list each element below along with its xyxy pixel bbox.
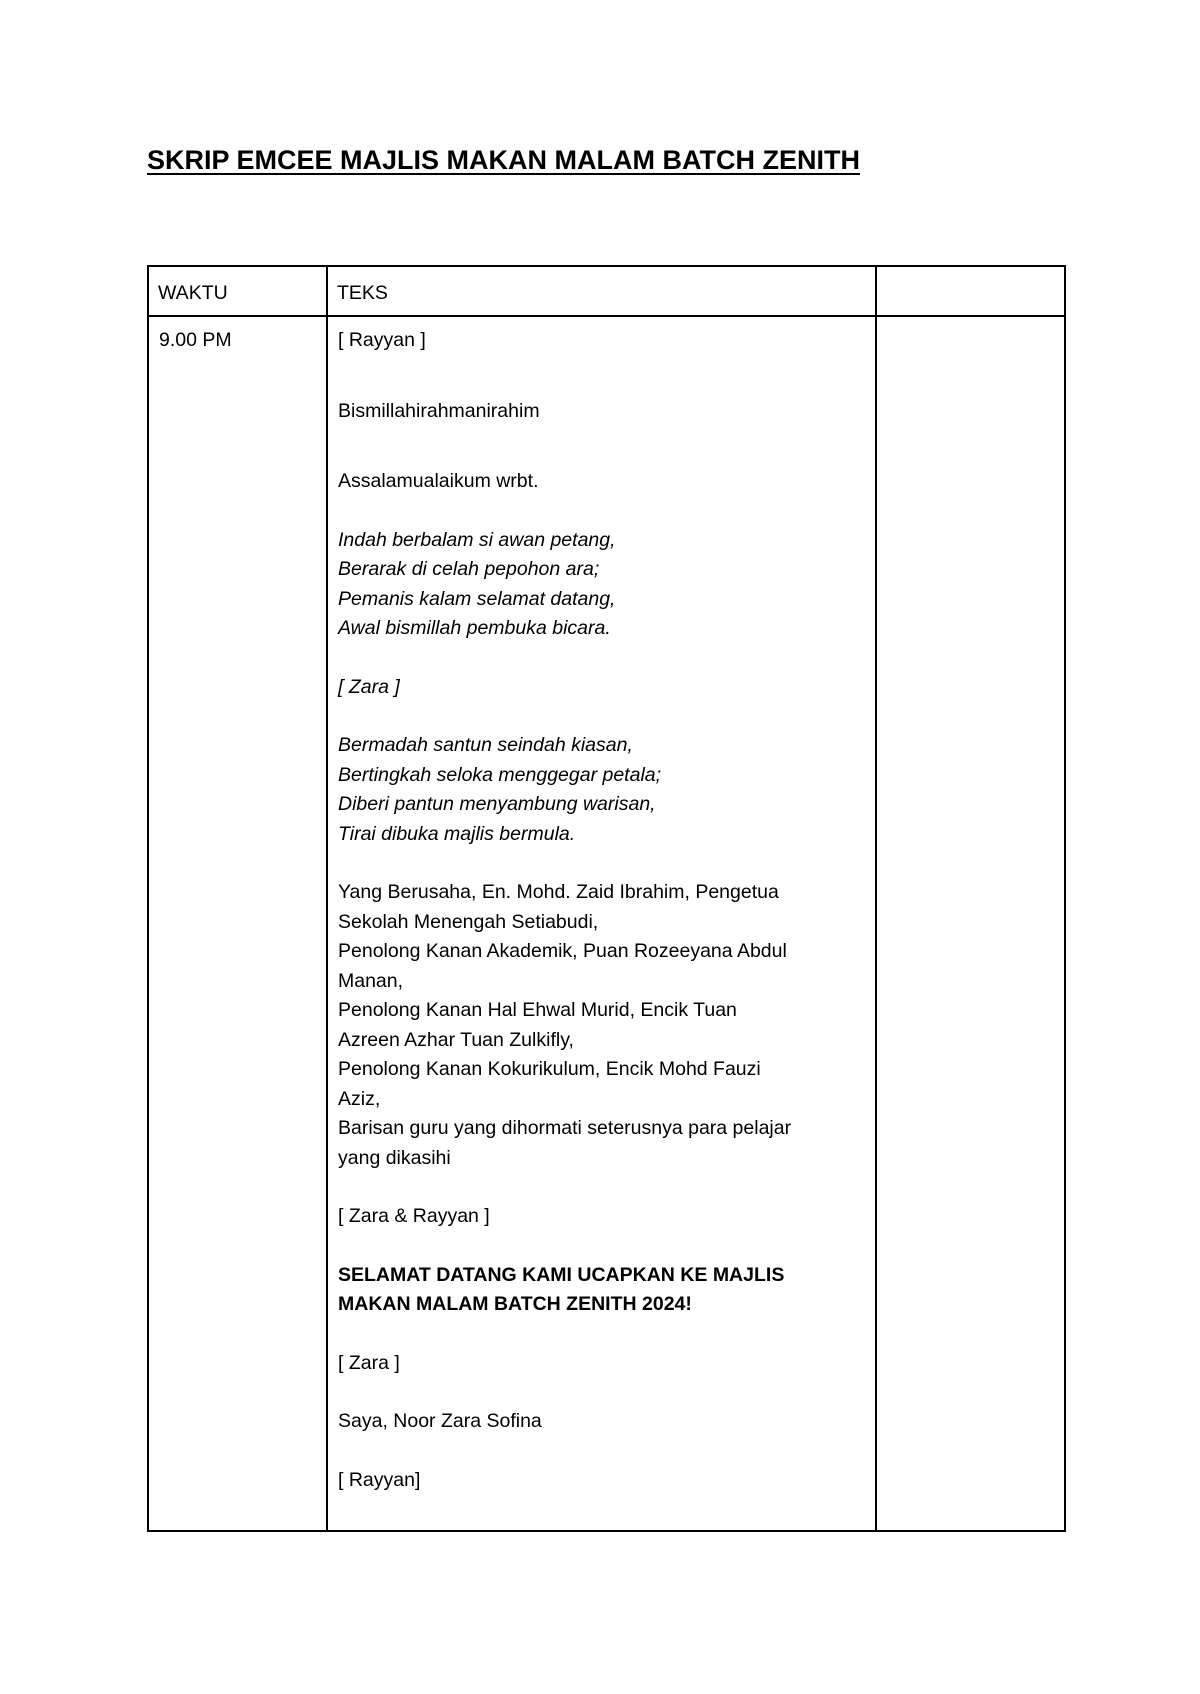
- time-value: 9.00 PM: [159, 329, 232, 351]
- notes-value: [877, 317, 1064, 326]
- salutation-line: Sekolah Menengah Setiabudi,: [338, 910, 599, 933]
- header-cell-time: [148, 266, 327, 316]
- salutation-line: Penolong Kanan Akademik, Puan Rozeeyana Abdul: [338, 940, 787, 962]
- emcee-script-table: [147, 265, 1066, 1532]
- salutation-line: Penolong Kanan Hal Ehwal Murid, Encik Tuan: [338, 999, 737, 1021]
- pantun-reply: [338, 731, 865, 849]
- header-notes-label: [877, 267, 1064, 279]
- pantun-opening: [338, 526, 865, 644]
- pantun-line: Diberi pantun menyambung warisan,: [338, 793, 656, 815]
- pantun-line: Pemanis kalam selamat datang,: [338, 587, 616, 610]
- header-time-label: WAKTU: [158, 282, 228, 304]
- salutation-line: Manan,: [338, 969, 404, 992]
- pantun-line: Tirai dibuka majlis bermula.: [338, 822, 576, 845]
- welcome-announcement: [338, 1261, 865, 1320]
- table-row: [148, 316, 1065, 1531]
- document-title: SKRIP EMCEE MAJLIS MAKAN MALAM BATCH ZENITH: [147, 145, 860, 175]
- speaker-both: [ Zara & Rayyan ]: [338, 1205, 490, 1227]
- welcome-line: SELAMAT DATANG KAMI UCAPKAN KE MAJLIS: [338, 1263, 785, 1286]
- intro-zara: Saya, Noor Zara Sofina: [338, 1410, 542, 1432]
- pantun-line: Indah berbalam si awan petang,: [338, 528, 616, 551]
- cell-text: [327, 316, 876, 1531]
- salutation-line: Barisan guru yang dihormati seterusnya para pelajar: [338, 1117, 792, 1139]
- header-cell-text: [327, 266, 876, 316]
- pantun-line: Bertingkah seloka menggegar petala;: [338, 763, 662, 786]
- header-cell-notes: [876, 266, 1065, 316]
- basmalah-line: Bismillahirahmanirahim: [338, 399, 540, 422]
- table-header-row: [148, 266, 1065, 316]
- salutation-line: Azreen Azhar Tuan Zulkifly,: [338, 1028, 574, 1051]
- header-text-label: TEKS: [337, 282, 388, 304]
- speaker-rayyan: [ Rayyan ]: [338, 329, 426, 351]
- speaker-rayyan: [ Rayyan]: [338, 1468, 421, 1491]
- cell-notes: [876, 316, 1065, 1531]
- pantun-line: Bermadah santun seindah kiasan,: [338, 734, 633, 756]
- salutation-line: Yang Berusaha, En. Mohd. Zaid Ibrahim, Pengetua: [338, 881, 779, 903]
- salutation-line: Penolong Kanan Kokurikulum, Encik Mohd Fauzi: [338, 1058, 761, 1080]
- pantun-line: Berarak di celah pepohon ara;: [338, 558, 600, 580]
- greeting-line: Assalamualaikum wrbt.: [338, 470, 539, 492]
- cell-time: [148, 316, 327, 1531]
- salutation-line: Aziz,: [338, 1087, 381, 1110]
- script-text: [328, 317, 875, 1495]
- welcome-line: MAKAN MALAM BATCH ZENITH 2024!: [338, 1293, 692, 1315]
- salutation-line: yang dikasihi: [338, 1146, 451, 1169]
- salutations: [338, 878, 865, 1173]
- pantun-line: Awal bismillah pembuka bicara.: [338, 617, 611, 639]
- speaker-zara: [ Zara ]: [338, 675, 400, 698]
- speaker-zara: [ Zara ]: [338, 1351, 400, 1374]
